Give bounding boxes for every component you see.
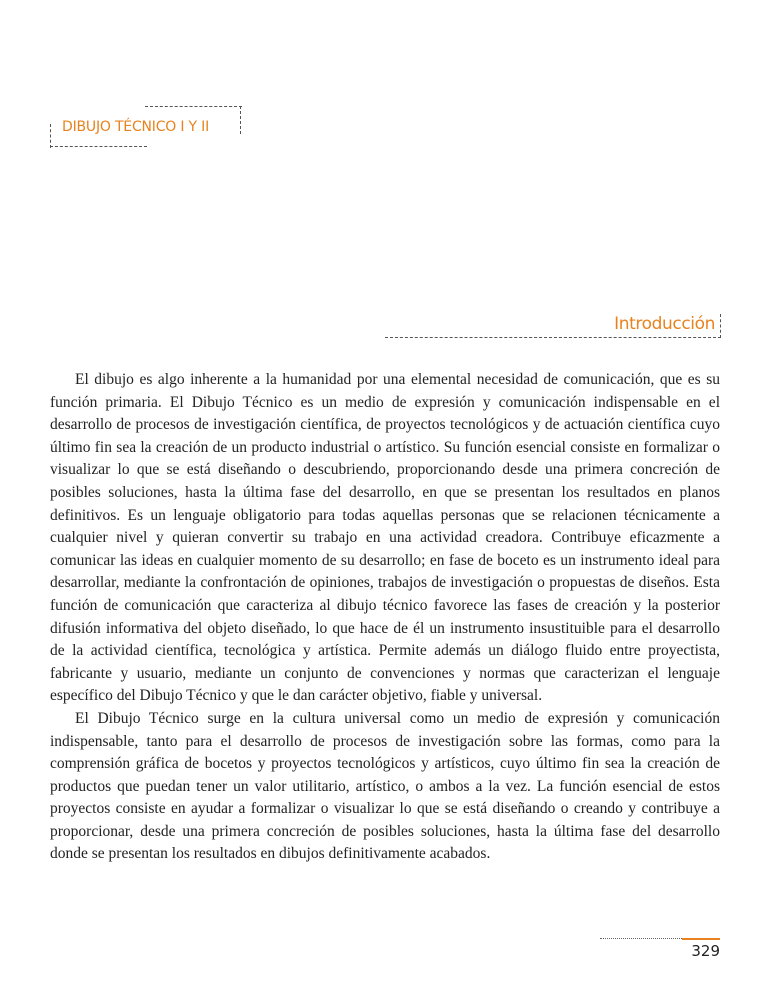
section-dashed-border-right — [720, 314, 721, 338]
header-dashed-border-left — [50, 124, 51, 148]
footer-accent-rule — [682, 938, 720, 940]
header-label: DIBUJO TÉCNICO I Y II — [62, 119, 210, 135]
section-title: Introducción — [614, 314, 715, 334]
paragraph-1: El dibujo es algo inherente a la humanidad por una elemental necesidad de comunicación, que es su función primaria. El Dibujo Técnico es un medio de expresión y comunicación indispensable en el desarrollo de procesos de investigación científica, de proyectos tecnológicos y de actuación científica cuyo último fin sea la creación de un producto industrial o artístico. Su función esencial consiste en formalizar o visualizar lo que se está diseñando o descubriendo, proporcionando desde una primera concreción de posibles soluciones, hasta la última fase del desarrollo, en que se presentan los resultados en planos definitivos. Es un lenguaje obligatorio para todas aquellas personas que se relacionen técnicamente a cualquier nivel y quieran convertir su trabajo en una actividad creadora. Contribuye eficazmente a comunicar las ideas en cualquier momento de su desarrollo; en fase de boceto es un instrumento ideal para desarrollar, mediante la confrontación de opiniones, trabajos de investigación o propuestas de diseños. Esta función de comunicación que caracteriza al dibujo técnico favorece las fases de creación y la posterior difusión informativa del objeto diseñado, lo que hace de él un instrumento insustituible para el desarrollo de la actividad científica, tecnológica y artística. Permite además un diálogo fluido entre proyectista, fabricante y usuario, mediante un conjunto de convenciones y normas que caracterizan el lenguaje específico del Dibujo Técnico y que le dan carácter objetivo, fiable y universal. — [50, 371, 720, 705]
body-text — [50, 369, 720, 866]
page-number: 329 — [691, 942, 720, 960]
footer-dotted-rule — [600, 938, 682, 939]
footer-rule — [600, 938, 720, 940]
header-dashed-border-bottom — [50, 146, 147, 147]
paragraph-2: El Dibujo Técnico surge en la cultura universal como un medio de expresión y comunicación indispensable, tanto para el desarrollo de procesos de investigación sobre las formas, como para la comprensión gráfica de bocetos y proyectos tecnológicos y artísticos, cuyo último fin sea la creación de productos que puedan tener un valor utilitario, artístico, o ambos a la vez. La función esencial de estos proyectos consiste en ayudar a formalizar o visualizar lo que se está diseñando o creando y contribuye a proporcionar, desde una primera concreción de posibles soluciones, hasta la última fase del desarrollo donde se presentan los resultados en dibujos definitivamente acabados. — [50, 709, 720, 863]
header-dashed-border-top — [145, 106, 242, 107]
running-header — [50, 106, 242, 148]
section-dashed-border-bottom — [385, 337, 721, 338]
section-heading — [381, 312, 721, 340]
header-dashed-border-right — [240, 106, 241, 134]
